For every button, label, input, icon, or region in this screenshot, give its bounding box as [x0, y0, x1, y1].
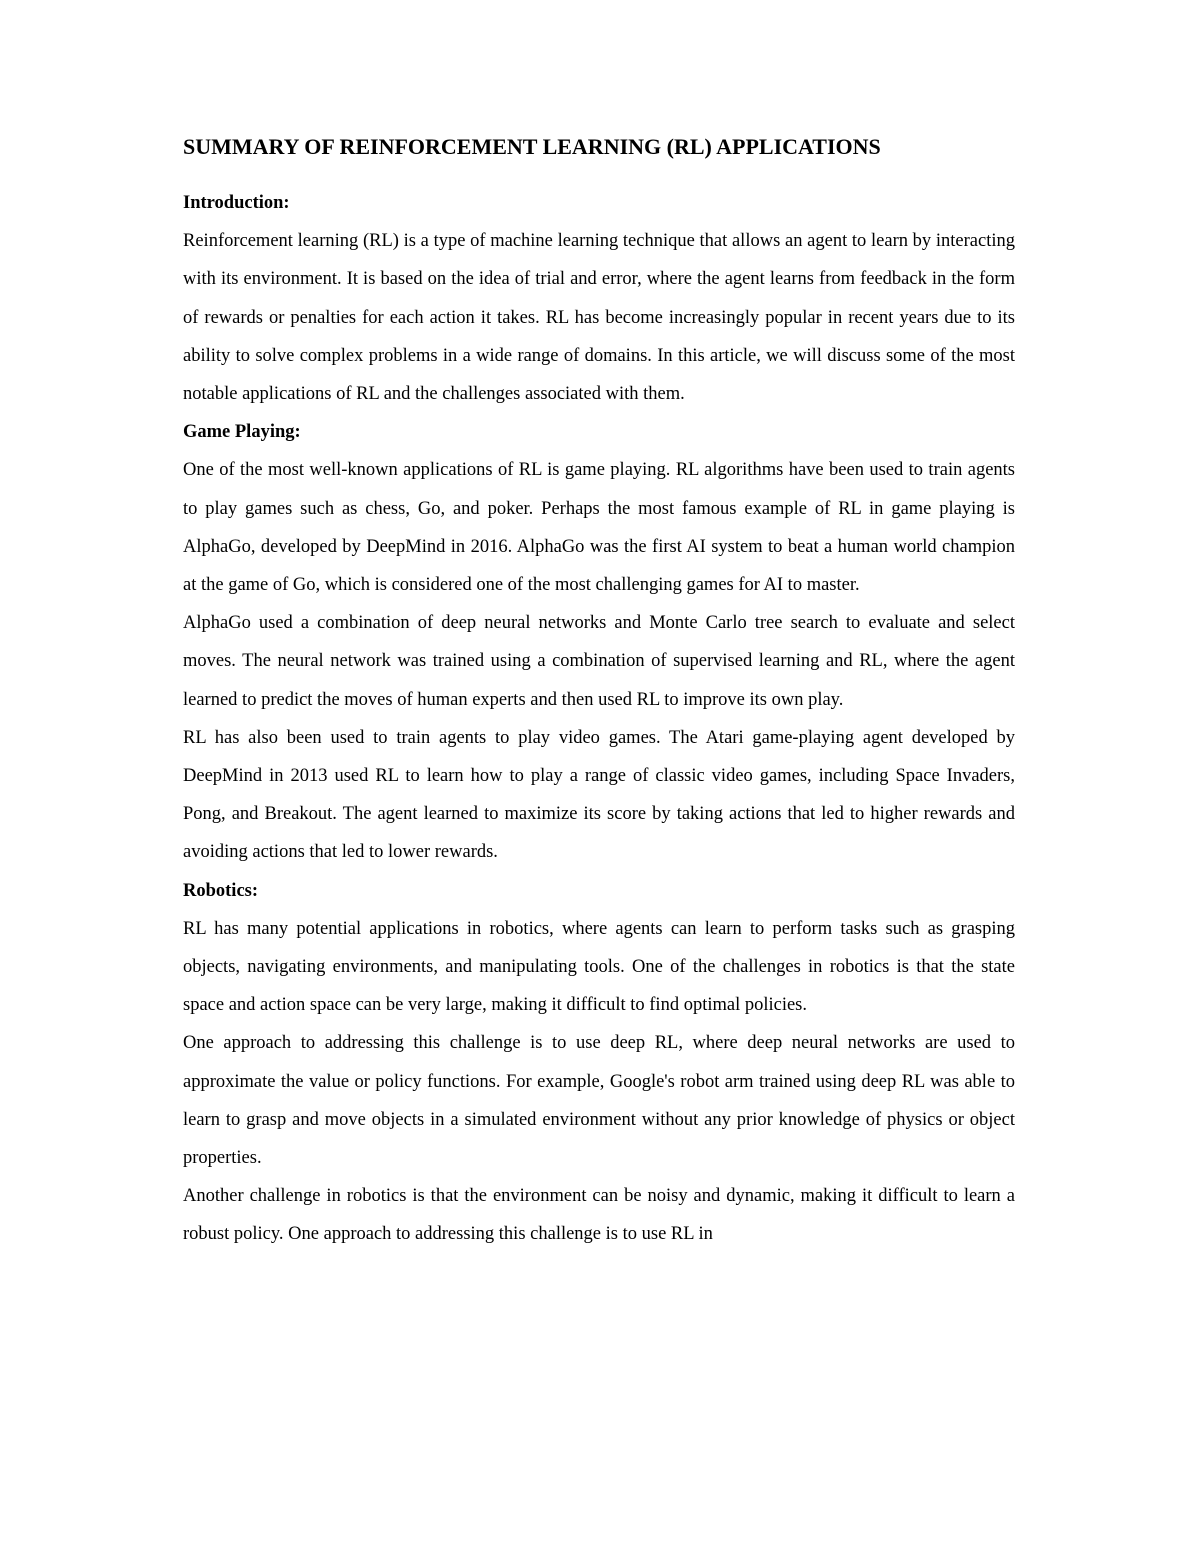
document-title: SUMMARY OF REINFORCEMENT LEARNING (RL) APPLICATIONS [183, 134, 881, 159]
paragraph: Reinforcement learning (RL) is a type of machine learning technique that allows an agent to learn by interacting with its environment. It is based on the idea of trial and error, where the agent learns from feedback in the form of rewards or penalties for each action it takes. RL has become increasingly popular in recent years due to its ability to solve complex problems in a wide range of domains. In this article, we will discuss some of the most notable applications of RL and the challenges associated with them. [183, 231, 1015, 405]
paragraph: Another challenge in robotics is that the environment can be noisy and dynamic, making it difficult to learn a robust policy. One approach to addressing this challenge is to use RL in [183, 1186, 1015, 1245]
paragraph: AlphaGo used a combination of deep neural networks and Monte Carlo tree search to evaluate and select moves. The neural network was trained using a combination of supervised learning and RL, where the agent learned to predict the moves of human experts and then used RL to improve its own play. [183, 613, 1015, 710]
paragraph: One of the most well-known applications of RL is game playing. RL algorithms have been used to train agents to play games such as chess, Go, and poker. Perhaps the most famous example of RL in game playing is AlphaGo, developed by DeepMind in 2016. AlphaGo was the first AI system to beat a human world champion at the game of Go, which is considered one of the most challenging games for AI to master. [183, 460, 1015, 596]
section-heading-game-playing: Game Playing: [183, 422, 301, 443]
section-heading-introduction: Introduction: [183, 193, 290, 213]
paragraph: RL has many potential applications in robotics, where agents can learn to perform tasks such as grasping objects, navigating environments, and manipulating tools. One of the challenges in robotics is that the state space and action space can be very large, making it difficult to find optimal policies. [183, 918, 1015, 1016]
paragraph: One approach to addressing this challenge is to use deep RL, where deep neural networks are used to approximate the value or policy functions. For example, Google's robot arm trained using deep RL was able to learn to grasp and move objects in a simulated environment without any prior knowledge of physics or object properties. [183, 1033, 1015, 1169]
paragraph: RL has also been used to train agents to play video games. The Atari game-playing agent developed by DeepMind in 2013 used RL to learn how to play a range of classic video games, including Space Invaders, Pong, and Breakout. The agent learned to maximize its score by taking actions that led to higher rewards and avoiding actions that led to lower rewards. [183, 727, 1015, 863]
section-heading-robotics: Robotics: [183, 880, 259, 901]
document-body [183, 128, 1015, 1254]
